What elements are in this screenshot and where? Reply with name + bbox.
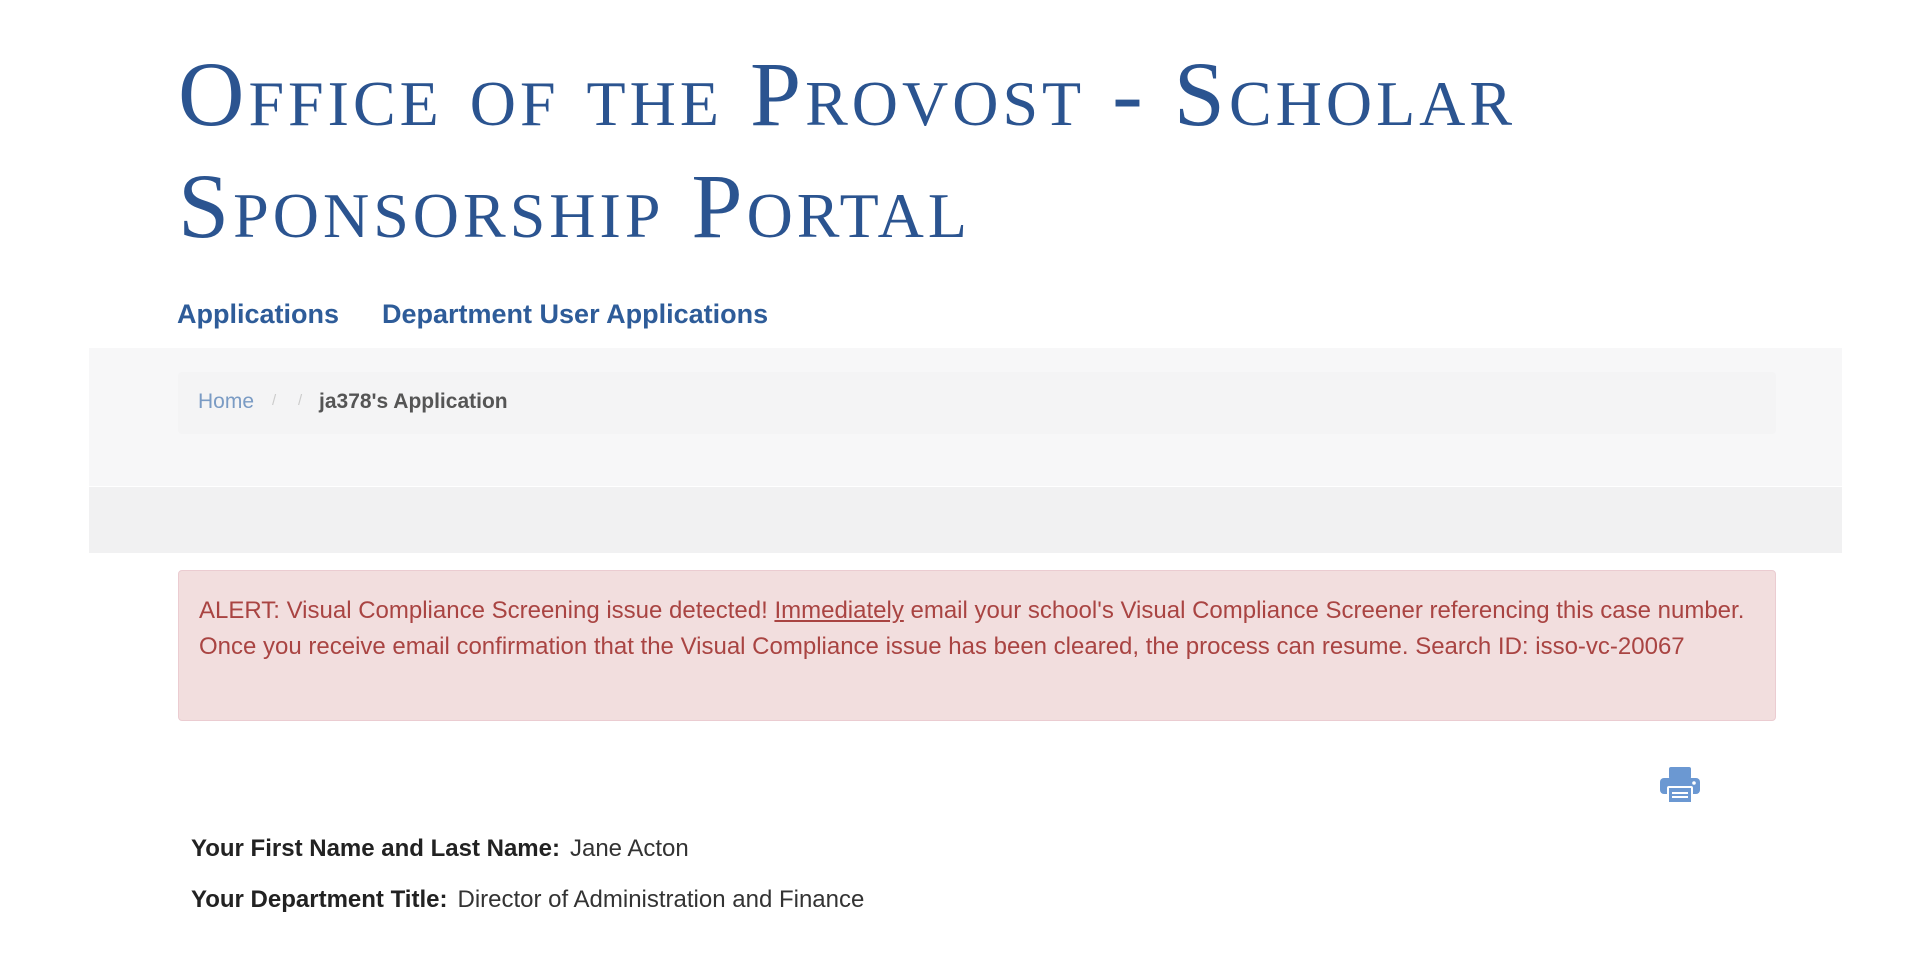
print-icon[interactable]	[1659, 766, 1701, 804]
print-icon-graphic	[1659, 766, 1701, 804]
field-department-title	[191, 886, 864, 914]
alert-text-prefix: ALERT: Visual Compliance Screening issue detected!	[199, 597, 775, 624]
field-full-name-value: Jane Acton	[569, 835, 689, 862]
breadcrumb-separator: /	[298, 392, 303, 409]
field-full-name	[191, 835, 689, 863]
nav-link-department-user-applications[interactable]: Department User Applications	[382, 299, 769, 329]
breadcrumb-home-link[interactable]: Home	[198, 390, 255, 413]
compliance-alert	[178, 570, 1776, 721]
alert-emphasis: Immediately	[774, 597, 904, 624]
toolbar-band	[89, 487, 1842, 553]
nav-link-applications[interactable]: Applications	[177, 299, 340, 329]
main-nav	[177, 299, 768, 330]
breadcrumb-current: ja378's Application	[319, 390, 508, 413]
breadcrumb	[178, 372, 1776, 434]
field-department-title-label: Your Department Title:	[191, 886, 448, 913]
alert-text-suffix: email your school's Visual Compliance Screener referencing this case number. Once you receive email confirmation that the Visual Compliance issue has been cleared, the process can resume. Search ID: isso-vc-20067	[199, 597, 1745, 660]
breadcrumb-separator: /	[272, 392, 277, 409]
site-title: Office of the Provost - Scholar Sponsorship Portal	[178, 43, 1517, 257]
field-full-name-label: Your First Name and Last Name:	[191, 835, 560, 862]
field-department-title-value: Director of Administration and Finance	[457, 886, 865, 913]
